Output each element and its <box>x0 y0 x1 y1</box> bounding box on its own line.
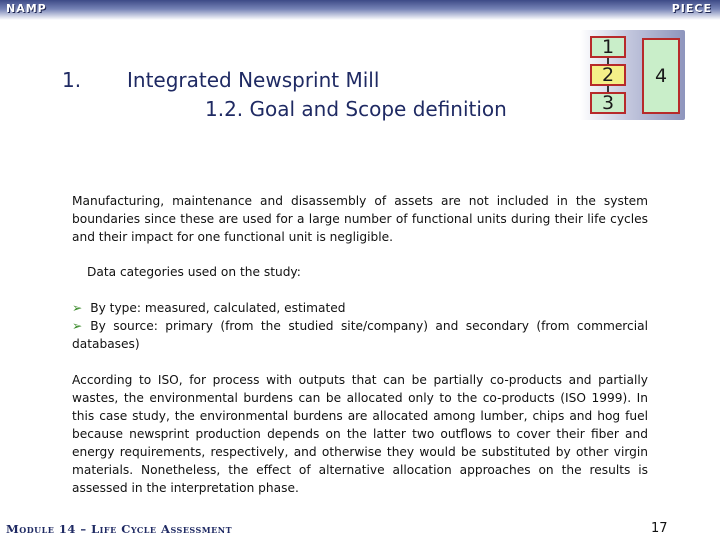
header-bar <box>0 0 720 20</box>
brand-left: NAMP <box>6 2 47 15</box>
page-number: 17 <box>651 521 668 536</box>
step-box-1: 1 <box>590 36 626 58</box>
intro-paragraph: Manufacturing, maintenance and disassembly of assets are not included in the system boundaries since these are used for a large number of functional units during their life cycles and their impact for one functional unit is negligible. <box>72 194 648 244</box>
bullet-text: By type: measured, calculated, estimated <box>90 301 346 315</box>
step-box-3: 3 <box>590 92 626 114</box>
data-categories-heading: Data categories used on the study: <box>87 265 301 279</box>
iso-allocation-paragraph: According to ISO, for process with outputs that can be partially co-products and partially wastes, the environmental burdens can be allocated only to the co-products (ISO 1999). In this case study, the environmental burdens are allocated among lumber, chips and hog fuel because newsprint production depends on the latter two outflows to cover their fiber and energy requirements, respectively, and otherwise they would be substituted by other virgin materials. Nonetheless, the effect of alternative allocation approaches on the results is assessed in the interpretation phase. <box>72 373 648 495</box>
footer-module-title: Module 14 – Life Cycle Assessment <box>6 522 233 536</box>
step-box-2-active: 2 <box>590 64 626 86</box>
brand-right: PIECE <box>671 2 712 15</box>
section-subtitle: 1.2. Goal and Scope definition <box>205 97 507 121</box>
step-diagram <box>580 30 685 120</box>
bullet-item <box>72 299 648 317</box>
bullet-text: By source: primary (from the studied site/company) and secondary (from commercial databases) <box>72 319 648 351</box>
step-box-4: 4 <box>642 38 680 114</box>
section-number: 1. <box>62 68 82 92</box>
arrow-bullet-icon: ➢ <box>72 319 83 333</box>
bullet-item <box>72 317 648 353</box>
section-title: Integrated Newsprint Mill <box>127 68 380 92</box>
arrow-bullet-icon: ➢ <box>72 301 83 315</box>
